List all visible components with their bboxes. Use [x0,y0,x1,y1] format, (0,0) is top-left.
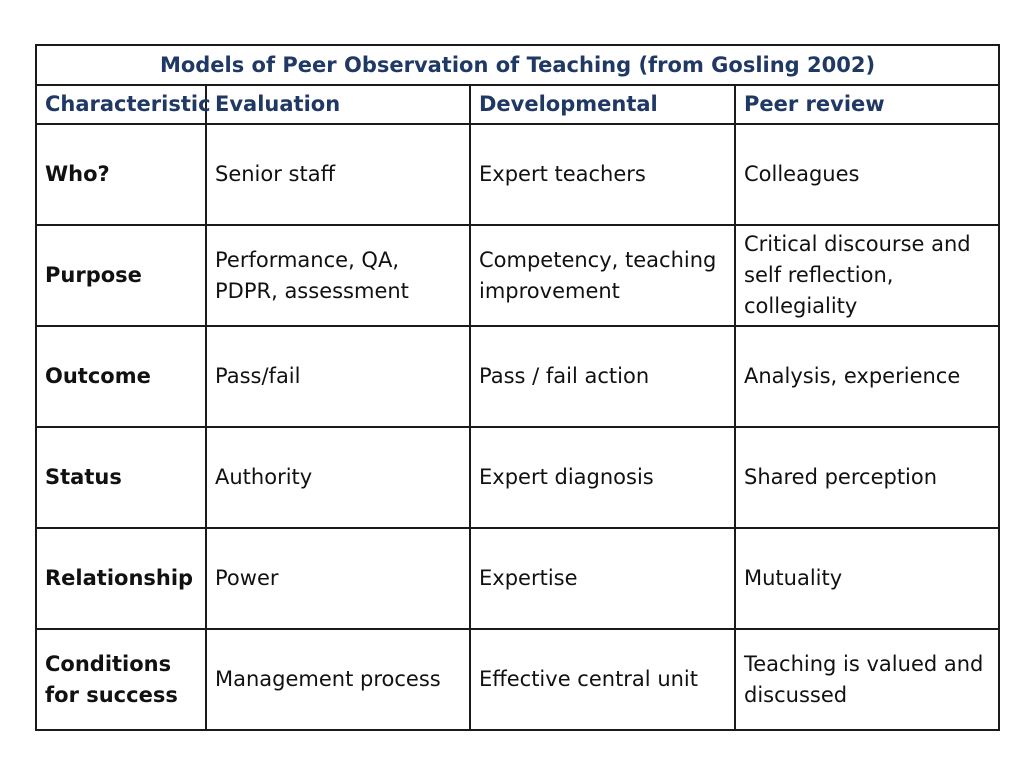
row-label: Who? [36,124,206,225]
row-label: Outcome [36,326,206,427]
cell-developmental: Expert diagnosis [470,427,735,528]
row-label: Status [36,427,206,528]
cell-peer-review: Critical discourse and self reflection, collegiality [735,225,999,326]
header-evaluation: Evaluation [206,85,470,124]
cell-developmental: Competency, teaching improvement [470,225,735,326]
cell-developmental: Expert teachers [470,124,735,225]
cell-evaluation: Performance, QA, PDPR, assessment [206,225,470,326]
header-characteristic: Characteristic [36,85,206,124]
cell-developmental: Expertise [470,528,735,629]
peer-observation-models-table [35,44,1000,731]
row-label: Relationship [36,528,206,629]
cell-peer-review: Shared perception [735,427,999,528]
row-label: Conditions for success [36,629,206,730]
table-row-who [36,124,999,225]
table-row-conditions-for-success [36,629,999,730]
cell-peer-review: Colleagues [735,124,999,225]
cell-evaluation: Senior staff [206,124,470,225]
table-row-relationship [36,528,999,629]
table-row-purpose [36,225,999,326]
header-developmental: Developmental [470,85,735,124]
row-label: Purpose [36,225,206,326]
cell-peer-review: Mutuality [735,528,999,629]
table-row-outcome [36,326,999,427]
table-header-row [36,85,999,124]
cell-evaluation: Management process [206,629,470,730]
table-title-row [36,45,999,85]
cell-peer-review: Teaching is valued and discussed [735,629,999,730]
table-row-status [36,427,999,528]
cell-evaluation: Authority [206,427,470,528]
cell-evaluation: Power [206,528,470,629]
cell-evaluation: Pass/fail [206,326,470,427]
cell-developmental: Effective central unit [470,629,735,730]
header-peer-review: Peer review [735,85,999,124]
table-title: Models of Peer Observation of Teaching (from Gosling 2002) [36,45,999,85]
cell-peer-review: Analysis, experience [735,326,999,427]
cell-developmental: Pass / fail action [470,326,735,427]
